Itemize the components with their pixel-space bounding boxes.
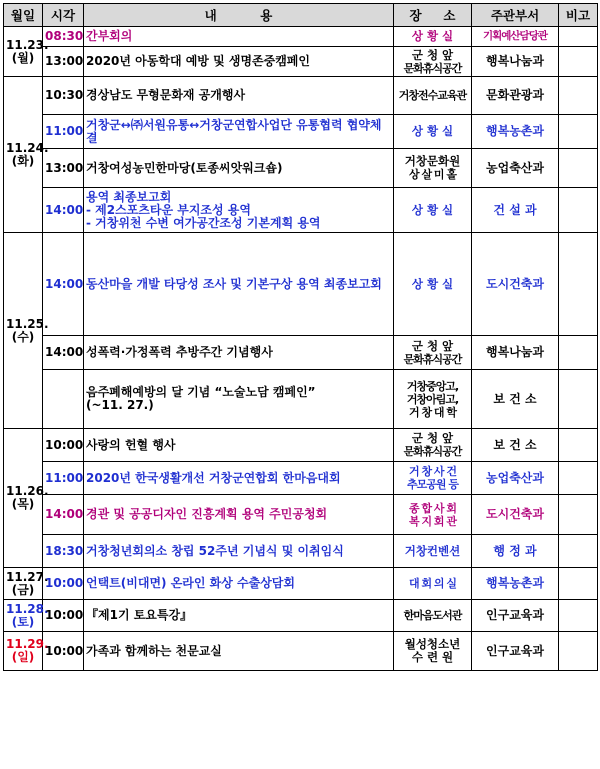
table-row [4, 535, 598, 568]
content-cell [84, 600, 394, 632]
table-row [4, 495, 598, 535]
place-line: 거창전수교육관 [398, 89, 467, 102]
table-row [4, 462, 598, 495]
content-cell [84, 535, 394, 568]
dept-cell: 도시건축과 [472, 495, 559, 535]
place-cell [394, 632, 472, 671]
table-row [4, 27, 598, 47]
content-line: 거창여성농민한마당(토종씨앗워크숍) [86, 160, 283, 175]
dept-cell: 기획예산담당관 [472, 27, 559, 47]
time-cell: 10:00 [43, 429, 84, 462]
content-line: 거창청년회의소 창립 52주년 기념식 및 이취임식 [86, 543, 344, 558]
place-line: 군 청 앞 [411, 338, 454, 353]
content-line: - 거창위천 수변 여가공간조성 기본계획 용역 [86, 215, 321, 230]
dept-cell: 도시건축과 [472, 233, 559, 336]
time-cell: 14:00 [43, 188, 84, 233]
content-cell [84, 429, 394, 462]
date-cell [4, 600, 49, 632]
place-line: 상 황 실 [411, 124, 454, 138]
content-line: 용역 최종보고회 [86, 189, 172, 204]
content-line: 성폭력·가정폭력 추방주간 기념행사 [86, 345, 273, 359]
note-cell [559, 495, 598, 535]
place-line: 거창컨벤션 [404, 543, 461, 558]
table-row [4, 233, 598, 336]
content-cell [84, 188, 394, 233]
content-line: 음주폐해예방의 달 기념 “노술노담 캠페인” [86, 385, 316, 399]
note-cell [559, 115, 598, 149]
table-row [4, 600, 598, 632]
note-cell [559, 47, 598, 77]
note-cell [559, 336, 598, 370]
place-line: 상 살 미 홀 [409, 168, 456, 181]
dept-cell: 문화관광과 [472, 77, 559, 115]
dept-cell: 인구교육과 [472, 600, 559, 632]
time-cell: 13:00 [43, 47, 84, 77]
date-cell [4, 568, 49, 600]
dept-cell: 농업축산과 [472, 462, 559, 495]
table-row [4, 47, 598, 77]
table-row [4, 115, 598, 149]
col-header-date: 월일 [4, 4, 43, 27]
place-cell [394, 233, 472, 336]
date-cell [4, 429, 49, 568]
content-line: 경상남도 무형문화재 공개행사 [86, 88, 246, 102]
day-of-week: (토) [11, 614, 35, 629]
place-cell [394, 115, 472, 149]
content-line: (~11. 27.) [86, 398, 154, 412]
content-line: 사랑의 헌혈 행사 [86, 437, 176, 452]
note-cell [559, 462, 598, 495]
place-line: 거 창 대 학 [409, 405, 456, 419]
table-row [4, 370, 598, 429]
place-line: 상 황 실 [411, 276, 454, 291]
note-cell [559, 535, 598, 568]
content-line: 2020년 한국생활개선 거창군연합회 한마음대회 [86, 470, 341, 485]
time-cell: 14:00 [43, 495, 84, 535]
place-line: 군 청 앞 [411, 431, 454, 445]
place-cell [394, 336, 472, 370]
dept-cell: 행복농촌과 [472, 568, 559, 600]
col-header-content: 내 용 [84, 4, 394, 27]
time-cell: 18:30 [43, 535, 84, 568]
note-cell [559, 233, 598, 336]
date-cell [4, 233, 49, 429]
date-text: 11.25. [6, 316, 49, 331]
date-text: 11.26. [6, 484, 49, 498]
place-line: 수 련 원 [411, 650, 454, 664]
content-cell [84, 115, 394, 149]
place-line: 거창문화원 [404, 154, 461, 168]
date-cell [4, 632, 49, 671]
time-cell [43, 370, 84, 429]
note-cell [559, 370, 598, 429]
place-line: 문화휴식공간 [403, 352, 462, 366]
time-cell: 10:30 [43, 77, 84, 115]
dept-cell: 인구교육과 [472, 632, 559, 671]
date-text: 11.29. [6, 637, 49, 651]
table-row [4, 77, 598, 115]
content-line: 경관 및 공공디자인 진흥계획 용역 주민공청회 [86, 507, 328, 521]
content-line: 가족과 함께하는 천문교실 [86, 643, 222, 658]
content-line: 언택트(비대면) 온라인 화상 수출상담회 [86, 576, 295, 590]
place-line: 거창아림고, [406, 392, 459, 406]
place-cell [394, 149, 472, 188]
content-cell [84, 336, 394, 370]
table-row [4, 149, 598, 188]
table-row [4, 568, 598, 600]
table-row [4, 632, 598, 671]
place-line: 상 황 실 [411, 202, 454, 217]
content-line: 2020년 아동학대 예방 및 생명존중캠페인 [86, 54, 310, 68]
note-cell [559, 77, 598, 115]
table-row [4, 429, 598, 462]
dept-cell: 보 건 소 [472, 429, 559, 462]
day-of-week: (목) [11, 497, 35, 511]
content-cell [84, 495, 394, 535]
day-of-week: (수) [11, 329, 35, 344]
time-cell: 08:30 [43, 27, 84, 47]
table-row [4, 188, 598, 233]
dept-cell: 보 건 소 [472, 370, 559, 429]
time-cell: 10:00 [43, 568, 84, 600]
date-cell [4, 77, 49, 233]
date-text: 11.28. [6, 601, 49, 616]
place-cell [394, 535, 472, 568]
dept-cell: 행복나눔과 [472, 47, 559, 77]
place-cell [394, 568, 472, 600]
table-row [4, 336, 598, 370]
content-cell [84, 632, 394, 671]
content-cell [84, 233, 394, 336]
note-cell [559, 27, 598, 47]
place-cell [394, 462, 472, 495]
day-of-week: (금) [11, 582, 35, 597]
header-row [4, 4, 598, 27]
content-line: - 제2스포츠타운 부지조성 용역 [86, 202, 251, 217]
dept-cell: 농업축산과 [472, 149, 559, 188]
place-cell [394, 27, 472, 47]
time-cell: 11:00 [43, 462, 84, 495]
place-line: 종 합 사 회 [409, 501, 456, 515]
col-header-note: 비고 [559, 4, 598, 27]
content-line: 『제1기 토요특강』 [86, 608, 193, 622]
note-cell [559, 600, 598, 632]
place-line: 대 회 의 실 [409, 577, 456, 590]
content-cell [84, 77, 394, 115]
day-of-week: (월) [11, 50, 35, 65]
note-cell [559, 632, 598, 671]
content-cell [84, 568, 394, 600]
content-line: 동산마을 개발 타당성 조사 및 기본구상 용역 최종보고회 [86, 276, 382, 291]
place-cell [394, 77, 472, 115]
col-header-dept: 주관부서 [472, 4, 559, 27]
place-line: 상 황 실 [411, 29, 454, 43]
time-cell: 14:00 [43, 336, 84, 370]
note-cell [559, 568, 598, 600]
content-cell [84, 47, 394, 77]
note-cell [559, 149, 598, 188]
place-line: 추모공원 등 [407, 478, 458, 491]
place-line: 군 청 앞 [411, 47, 454, 62]
date-text: 11.23. [6, 37, 49, 52]
place-line: 복 지 회 관 [409, 514, 456, 528]
place-cell [394, 429, 472, 462]
place-line: 거 창 사 건 [409, 465, 456, 478]
content-line: 거창군↔㈜서원유통↔거창군연합사업단 유통협력 협약체결 [86, 117, 382, 145]
note-cell [559, 188, 598, 233]
day-of-week: (일) [11, 650, 35, 664]
place-line: 월성청소년 [404, 637, 461, 651]
place-cell [394, 600, 472, 632]
schedule-body [4, 27, 598, 671]
dept-cell: 행 정 과 [472, 535, 559, 568]
place-cell [394, 188, 472, 233]
time-cell: 13:00 [43, 149, 84, 188]
dept-cell: 건 설 과 [472, 188, 559, 233]
place-line: 문화휴식공간 [403, 445, 462, 458]
place-cell [394, 495, 472, 535]
time-cell: 11:00 [43, 115, 84, 149]
time-cell: 14:00 [43, 233, 84, 336]
schedule-table [3, 3, 598, 671]
place-line: 거창중앙고, [406, 379, 459, 393]
note-cell [559, 429, 598, 462]
content-cell [84, 149, 394, 188]
content-cell [84, 370, 394, 429]
content-cell [84, 27, 394, 47]
place-cell [394, 370, 472, 429]
place-cell [394, 47, 472, 77]
day-of-week: (화) [11, 153, 35, 168]
date-cell [4, 27, 49, 77]
content-line: 간부회의 [86, 29, 133, 43]
time-cell: 10:00 [43, 600, 84, 632]
date-text: 11.24. [6, 140, 49, 155]
col-header-place: 장 소 [394, 4, 472, 27]
col-header-time: 시각 [43, 4, 84, 27]
dept-cell: 행복나눔과 [472, 336, 559, 370]
content-cell [84, 462, 394, 495]
date-text: 11.27. [6, 569, 49, 584]
dept-cell: 행복농촌과 [472, 115, 559, 149]
time-cell: 10:00 [43, 632, 84, 671]
place-line: 문화휴식공간 [403, 61, 462, 75]
place-line: 한마음도서관 [403, 609, 462, 622]
